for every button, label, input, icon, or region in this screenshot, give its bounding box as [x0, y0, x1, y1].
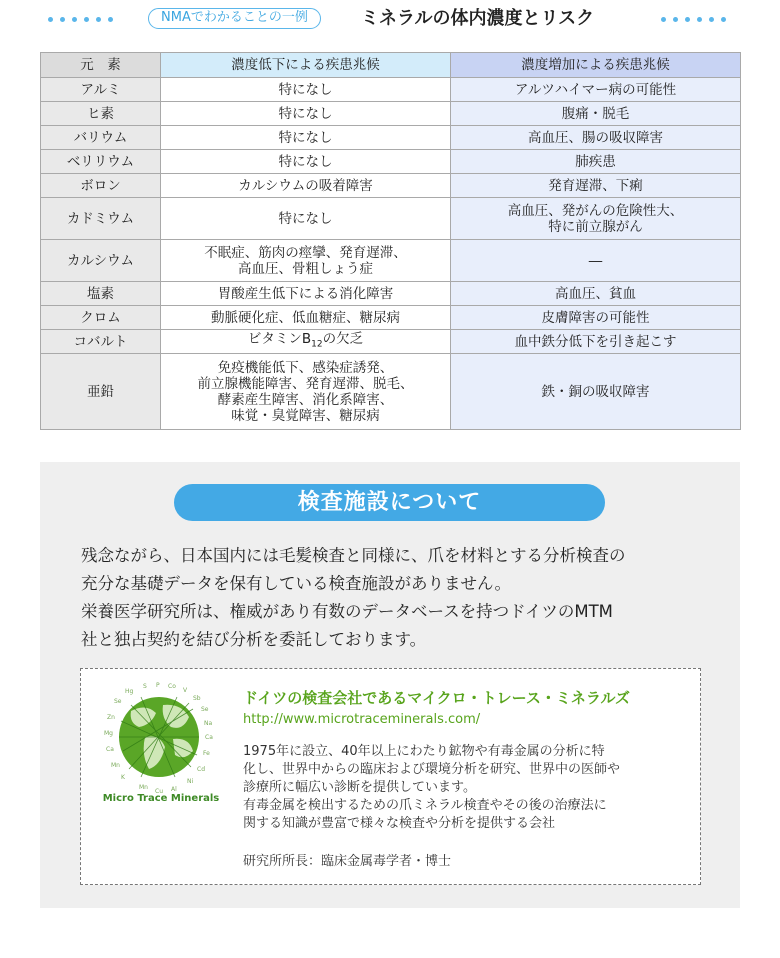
svg-text:Se: Se: [201, 706, 209, 713]
svg-text:Mn: Mn: [139, 784, 148, 791]
svg-text:P: P: [156, 682, 160, 689]
low-cell: 胃酸産生低下による消化障害: [161, 282, 451, 306]
company-description: 1975年に設立、40年以上にわたり鉱物や有毒金属の分析に特 化し、世界中からの臨床および環境分析を研究、世界中の医師や 診療所に幅広い診断を提供しています。 有毒金属を検出するための爪ミネラル検査やその後の治療法に 関する知識が豊富で様々な検査や分析を提供する会社: [243, 744, 621, 831]
low-cell: 特になし: [161, 198, 451, 240]
high-cell: 高血圧、発がんの危険性大、 特に前立腺がん: [451, 198, 741, 240]
svg-text:V: V: [183, 687, 188, 694]
high-cell: 腹痛・脱毛: [451, 102, 741, 126]
globe-icon: [101, 681, 221, 799]
mineral-risk-table: [40, 52, 741, 430]
svg-text:S: S: [143, 683, 147, 690]
table-row: [41, 282, 741, 306]
element-cell: 亜鉛: [41, 354, 161, 430]
table-row: [41, 126, 741, 150]
page-title: ミネラルの体内濃度とリスク: [361, 8, 595, 29]
element-cell: コバルト: [41, 330, 161, 354]
svg-text:Se: Se: [114, 698, 122, 705]
svg-text:Sb: Sb: [193, 695, 201, 702]
svg-text:Fe: Fe: [203, 750, 210, 757]
svg-text:Na: Na: [204, 720, 213, 727]
column-header-high: 濃度増加による疾患兆候: [451, 53, 741, 78]
company-url-link[interactable]: http://www.microtraceminerals.com/: [243, 712, 481, 727]
svg-text:Ca: Ca: [205, 734, 213, 741]
high-cell: 皮膚障害の可能性: [451, 306, 741, 330]
low-cell: 動脈硬化症、低血糖症、糖尿病: [161, 306, 451, 330]
company-info-box: [80, 668, 701, 885]
element-cell: ボロン: [41, 174, 161, 198]
element-cell: クロム: [41, 306, 161, 330]
facility-heading: 検査施設について: [174, 484, 605, 521]
column-header-low: 濃度低下による疾患兆候: [161, 53, 451, 78]
high-cell: 鉄・銅の吸収障害: [451, 354, 741, 430]
category-pill: NMAでわかることの一例: [148, 8, 321, 29]
table-header-row: [41, 53, 741, 78]
company-director: 研究所所長：臨床金属毒学者・博士: [243, 854, 452, 869]
svg-text:Cu: Cu: [155, 788, 163, 795]
element-cell: ベリリウム: [41, 150, 161, 174]
high-cell: 高血圧、貧血: [451, 282, 741, 306]
element-cell: バリウム: [41, 126, 161, 150]
element-cell: アルミ: [41, 78, 161, 102]
svg-text:K: K: [121, 774, 125, 781]
decorative-dots-right: [661, 17, 726, 22]
high-cell: 血中鉄分低下を引き起こす: [451, 330, 741, 354]
table-row: [41, 174, 741, 198]
high-cell: ―: [451, 240, 741, 282]
high-cell: 発育遅滞、下痢: [451, 174, 741, 198]
logo-caption: Micro Trace Minerals: [102, 793, 220, 804]
svg-text:Co: Co: [168, 683, 176, 690]
element-cell: カドミウム: [41, 198, 161, 240]
low-cell: 免疫機能低下、感染症誘発、 前立腺機能障害、発育遅滞、脱毛、 酵素産生障害、消化系障害、 味覚・臭覚障害、糖尿病: [161, 354, 451, 430]
svg-text:Ca: Ca: [106, 746, 114, 753]
svg-text:Mn: Mn: [111, 762, 120, 769]
low-cell: カルシウムの吸着障害: [161, 174, 451, 198]
svg-text:Zn: Zn: [107, 714, 115, 721]
high-cell: 高血圧、腸の吸収障害: [451, 126, 741, 150]
svg-text:Cd: Cd: [197, 766, 205, 773]
low-cell: ビタミン$B_{12}$の欠乏: [161, 330, 451, 354]
svg-text:Ni: Ni: [187, 778, 194, 785]
table-row: [41, 354, 741, 430]
svg-text:Mg: Mg: [104, 730, 113, 737]
element-cell: 塩素: [41, 282, 161, 306]
decorative-dots-left: [48, 17, 113, 22]
table-row: [41, 240, 741, 282]
high-cell: アルツハイマー病の可能性: [451, 78, 741, 102]
low-cell: 特になし: [161, 78, 451, 102]
table-row: [41, 330, 741, 354]
column-header-element: 元 素: [41, 53, 161, 78]
high-cell: 肺疾患: [451, 150, 741, 174]
low-cell: 不眠症、筋肉の痙攣、発育遅滞、 高血圧、骨粗しょう症: [161, 240, 451, 282]
table-row: [41, 198, 741, 240]
element-cell: カルシウム: [41, 240, 161, 282]
table-row: [41, 150, 741, 174]
table-row: [41, 102, 741, 126]
section-header: [0, 6, 780, 32]
table-row: [41, 306, 741, 330]
company-title: ドイツの検査会社であるマイクロ・トレース・ミネラルズ: [243, 689, 631, 707]
low-cell: 特になし: [161, 126, 451, 150]
low-cell: 特になし: [161, 102, 451, 126]
table-row: [41, 78, 741, 102]
facility-paragraph: 残念ながら、日本国内には毛髪検査と同様に、爪を材料とする分析検査の 充分な基礎データを保有している検査施設がありません。 栄養医学研究所は、権威があり有数のデータベースを持つドイツのMTM 社と独占契約を結び分析を委託しております。: [81, 546, 626, 649]
facility-section: [40, 462, 740, 908]
low-cell: 特になし: [161, 150, 451, 174]
element-cell: ヒ素: [41, 102, 161, 126]
svg-text:Hg: Hg: [125, 688, 134, 695]
svg-text:Al: Al: [171, 786, 177, 793]
